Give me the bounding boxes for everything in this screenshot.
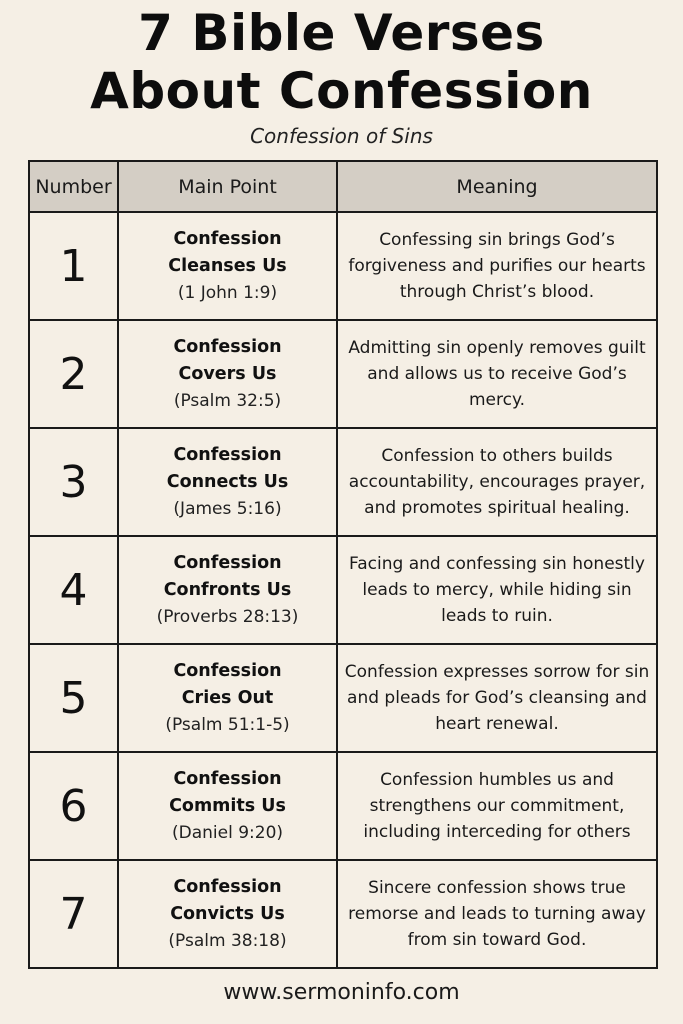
verse-reference: (Daniel 9:20) — [171, 822, 284, 843]
verse-reference: (Proverbs 28:13) — [156, 606, 299, 627]
column-header-number: Number — [29, 161, 118, 212]
table-row — [29, 752, 657, 860]
verse-reference: (James 5:16) — [173, 498, 282, 519]
main-point-cell — [118, 860, 337, 968]
row-number: 2 — [29, 320, 118, 428]
main-point-title-line2: Connects Us — [166, 471, 289, 492]
title-line-2: About Confession — [90, 62, 593, 120]
column-header-main-point: Main Point — [118, 161, 337, 212]
main-point-title-line1: Confession — [173, 768, 282, 789]
table-row — [29, 428, 657, 536]
main-point-title-line1: Confession — [173, 444, 282, 465]
table-header-row — [29, 161, 657, 212]
row-number: 1 — [29, 212, 118, 320]
row-number: 7 — [29, 860, 118, 968]
main-point-title-line1: Confession — [173, 660, 282, 681]
main-point-title-line2: Cries Out — [181, 687, 274, 708]
main-point-title-line1: Confession — [173, 228, 282, 249]
main-point-cell — [118, 320, 337, 428]
main-point-title-line1: Confession — [173, 336, 282, 357]
main-point-title-line1: Confession — [173, 876, 282, 897]
main-point-cell — [118, 212, 337, 320]
table-row — [29, 212, 657, 320]
meaning-cell: Confession expresses sorrow for sin and pleads for God’s cleansing and heart renewal. — [337, 644, 657, 752]
row-number: 4 — [29, 536, 118, 644]
meaning-cell: Sincere confession shows true remorse and leads to turning away from sin toward God. — [337, 860, 657, 968]
page-subtitle: Confession of Sins — [250, 124, 433, 148]
table-row — [29, 860, 657, 968]
main-point-cell — [118, 644, 337, 752]
row-number: 3 — [29, 428, 118, 536]
row-number: 6 — [29, 752, 118, 860]
meaning-cell: Admitting sin openly removes guilt and allows us to receive God’s mercy. — [337, 320, 657, 428]
website-link[interactable]: www.sermoninfo.com — [223, 980, 460, 1005]
main-point-title-line2: Confronts Us — [163, 579, 292, 600]
row-number: 5 — [29, 644, 118, 752]
column-header-meaning: Meaning — [337, 161, 657, 212]
verse-reference: (Psalm 51:1-5) — [165, 714, 290, 735]
verse-reference: (1 John 1:9) — [177, 282, 278, 303]
title-line-1: 7 Bible Verses — [138, 4, 545, 62]
verse-reference: (Psalm 32:5) — [173, 390, 282, 411]
meaning-cell: Confession to others builds accountability, encourages prayer, and promotes spiritual healing. — [337, 428, 657, 536]
main-point-title-line2: Covers Us — [178, 363, 277, 384]
table-row — [29, 644, 657, 752]
verses-table — [28, 160, 658, 969]
main-point-title-line1: Confession — [173, 552, 282, 573]
meaning-cell: Confessing sin brings God’s forgiveness and purifies our hearts through Christ’s blood. — [337, 212, 657, 320]
meaning-cell: Facing and confessing sin honestly leads to mercy, while hiding sin leads to ruin. — [337, 536, 657, 644]
main-point-title-line2: Cleanses Us — [168, 255, 287, 276]
verse-reference: (Psalm 38:18) — [168, 930, 287, 951]
main-point-cell — [118, 536, 337, 644]
main-point-title-line2: Convicts Us — [170, 903, 285, 924]
main-point-title-line2: Commits Us — [169, 795, 286, 816]
page-title — [0, 4, 683, 120]
main-point-cell — [118, 428, 337, 536]
main-point-cell — [118, 752, 337, 860]
table-row — [29, 320, 657, 428]
table-row — [29, 536, 657, 644]
meaning-cell: Confession humbles us and strengthens our commitment, including interceding for others — [337, 752, 657, 860]
